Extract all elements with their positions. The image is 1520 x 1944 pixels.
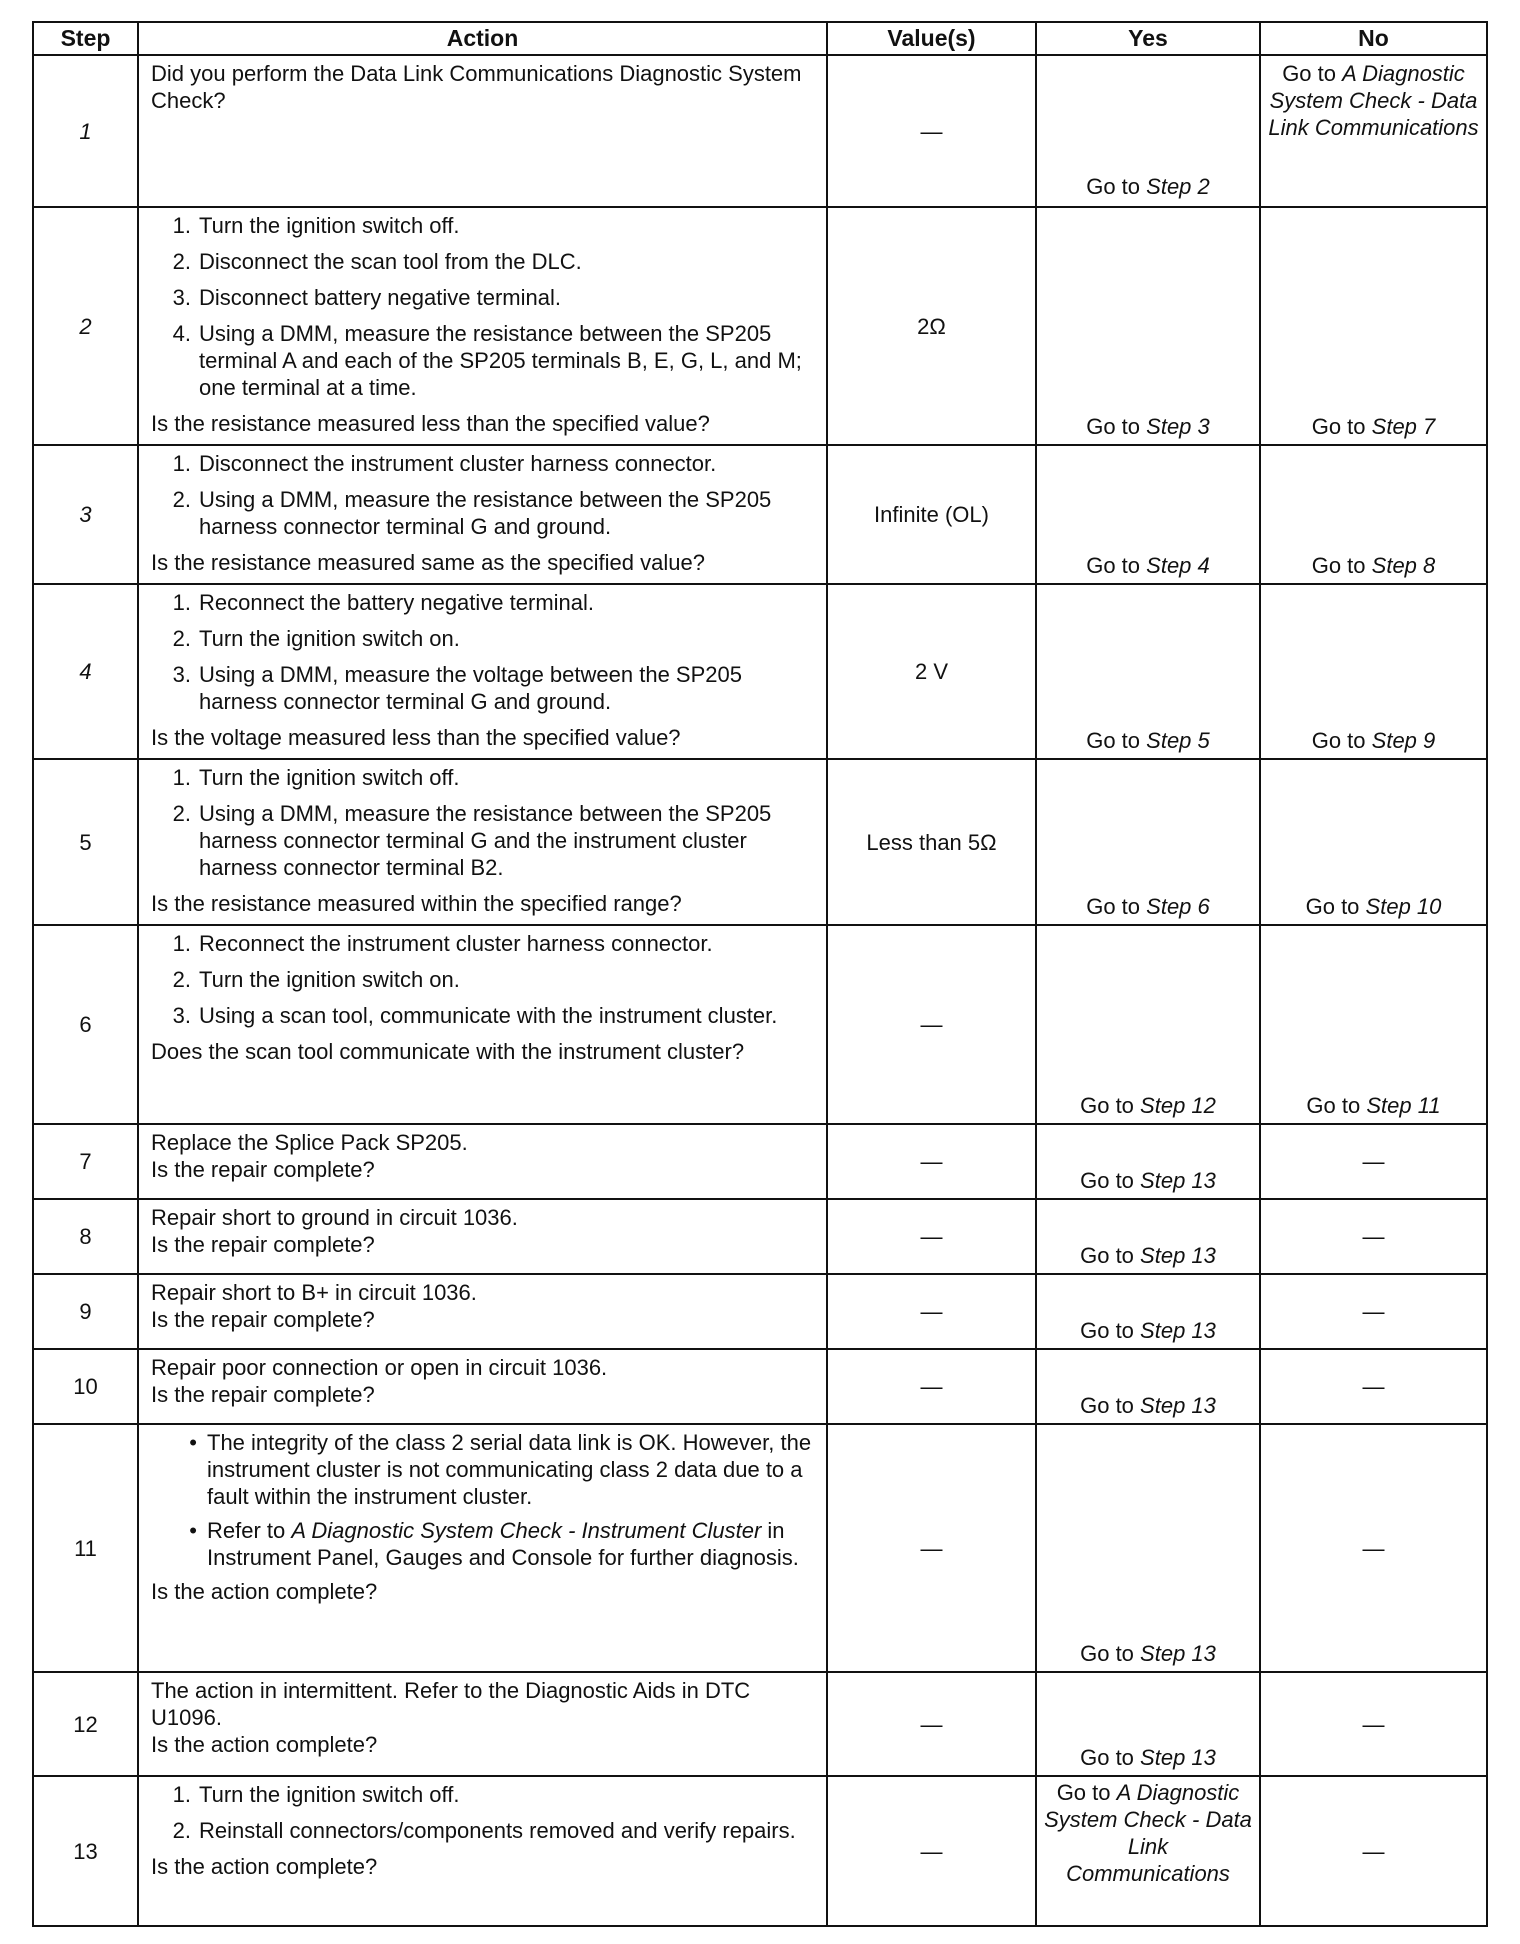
- header-action: Action: [138, 22, 827, 55]
- question: Is the repair complete?: [151, 1382, 375, 1407]
- procedure-list: [151, 930, 816, 1038]
- action-cell: [138, 207, 827, 445]
- list-item: 1. Reconnect the instrument cluster harness connector.: [172, 931, 713, 956]
- no-cell: —: [1260, 1124, 1487, 1199]
- action-cell: [138, 1274, 827, 1349]
- question: Is the repair complete?: [151, 1232, 375, 1257]
- value-cell: —: [827, 1776, 1036, 1926]
- no-cell: —: [1260, 1199, 1487, 1274]
- action-text: Repair poor connection or open in circuit 1036.: [151, 1355, 608, 1380]
- list-item: • Refer to A Diagnostic System Check - Instrument Cluster in Instrument Panel, Gauges and Console for further diagnosis.: [189, 1518, 799, 1570]
- value-cell: —: [827, 1349, 1036, 1424]
- question: Is the action complete?: [151, 1854, 378, 1879]
- header-no: No: [1260, 22, 1487, 55]
- question: Is the repair complete?: [151, 1307, 375, 1332]
- yes-cell: Go to Step 5: [1036, 584, 1260, 759]
- question: Is the resistance measured less than the specified value?: [151, 411, 710, 436]
- no-cell: Go to Step 8: [1260, 445, 1487, 584]
- action-text: The action in intermittent. Refer to the Diagnostic Aids in DTC U1096.: [151, 1678, 751, 1730]
- value-cell: —: [827, 1274, 1036, 1349]
- action-cell: [138, 584, 827, 759]
- yes-cell: Go to Step 6: [1036, 759, 1260, 925]
- yes-prefix: Go to: [1086, 174, 1141, 199]
- yes-cell: Go to Step 3: [1036, 207, 1260, 445]
- step-number: 5: [33, 759, 138, 925]
- yes-cell: Go to Step 13: [1036, 1424, 1260, 1672]
- procedure-list: [151, 764, 816, 890]
- step-number: 7: [33, 1124, 138, 1199]
- list-item: 2. Turn the ignition switch on.: [172, 967, 460, 992]
- value-cell: —: [827, 925, 1036, 1124]
- step-number: 9: [33, 1274, 138, 1349]
- step-number: 1: [33, 55, 138, 207]
- step-number: 3: [33, 445, 138, 584]
- action-cell: [138, 759, 827, 925]
- value-cell: —: [827, 1672, 1036, 1776]
- question: Does the scan tool communicate with the instrument cluster?: [151, 1039, 745, 1064]
- list-item: 2. Using a DMM, measure the resistance between the SP205 harness connector terminal G and the instrument cluster harness connector terminal B2.: [172, 801, 772, 880]
- value-cell: —: [827, 55, 1036, 207]
- table-row: [33, 759, 1487, 925]
- value-cell: 2Ω: [827, 207, 1036, 445]
- question: Is the resistance measured same as the specified value?: [151, 550, 705, 575]
- step-number: 13: [33, 1776, 138, 1926]
- list-item: 1. Reconnect the battery negative terminal.: [172, 590, 595, 615]
- list-item: 2. Reinstall connectors/components removed and verify repairs.: [172, 1818, 796, 1843]
- action-text: Did you perform the Data Link Communications Diagnostic System Check?: [151, 61, 802, 113]
- yes-cell: Go to Step 13: [1036, 1124, 1260, 1199]
- action-cell: [138, 1124, 827, 1199]
- list-item: 3. Using a DMM, measure the voltage between the SP205 harness connector terminal G and ground.: [172, 662, 742, 714]
- no-cell: —: [1260, 1776, 1487, 1926]
- procedure-list: [151, 450, 816, 549]
- step-number: 2: [33, 207, 138, 445]
- action-text: Replace the Splice Pack SP205.: [151, 1130, 468, 1155]
- header-yes: Yes: [1036, 22, 1260, 55]
- table-row: [33, 1672, 1487, 1776]
- yes-cell: Go to Step 4: [1036, 445, 1260, 584]
- step-number: 12: [33, 1672, 138, 1776]
- yes-cell: [1036, 55, 1260, 207]
- action-cell: [138, 55, 827, 207]
- question: Is the voltage measured less than the specified value?: [151, 725, 681, 750]
- question: Is the resistance measured within the specified range?: [151, 891, 682, 916]
- yes-cell: Go to Step 13: [1036, 1349, 1260, 1424]
- list-item: 2. Using a DMM, measure the resistance between the SP205 harness connector terminal G and ground.: [172, 487, 772, 539]
- action-cell: [138, 925, 827, 1124]
- bullet-list: [151, 1429, 816, 1578]
- no-cell: Go to Step 11: [1260, 925, 1487, 1124]
- list-item: 2. Disconnect the scan tool from the DLC.: [172, 249, 582, 274]
- value-cell: —: [827, 1199, 1036, 1274]
- diagnostic-table: [32, 21, 1488, 1927]
- list-item: 1. Turn the ignition switch off.: [172, 765, 460, 790]
- action-text: Repair short to ground in circuit 1036.: [151, 1205, 518, 1230]
- table-row: [33, 1349, 1487, 1424]
- question: Is the repair complete?: [151, 1157, 375, 1182]
- table-row: [33, 55, 1487, 207]
- step-number: 4: [33, 584, 138, 759]
- no-cell: Go to Step 7: [1260, 207, 1487, 445]
- question: Is the action complete?: [151, 1732, 378, 1757]
- action-cell: [138, 1672, 827, 1776]
- action-cell: [138, 445, 827, 584]
- no-target: A Diagnostic System Check - Data Link Communications: [1268, 61, 1479, 140]
- no-cell: Go to Step 10: [1260, 759, 1487, 925]
- list-item: • The integrity of the class 2 serial data link is OK. However, the instrument cluster is not communicating class 2 data due to a fault within the instrument cluster.: [189, 1430, 812, 1509]
- action-cell: [138, 1776, 827, 1926]
- no-cell: —: [1260, 1349, 1487, 1424]
- table-row: [33, 207, 1487, 445]
- no-cell: —: [1260, 1424, 1487, 1672]
- list-item: 1. Turn the ignition switch off.: [172, 213, 460, 238]
- list-item: 3. Using a scan tool, communicate with the instrument cluster.: [172, 1003, 778, 1028]
- no-prefix: Go to: [1282, 61, 1336, 86]
- list-item: 3. Disconnect battery negative terminal.: [172, 285, 561, 310]
- yes-cell: Go to Step 13: [1036, 1672, 1260, 1776]
- yes-cell: Go to Step 13: [1036, 1274, 1260, 1349]
- list-item: 1. Turn the ignition switch off.: [172, 1782, 460, 1807]
- value-cell: 2 V: [827, 584, 1036, 759]
- table-row: [33, 1424, 1487, 1672]
- yes-target: Step 2: [1146, 174, 1210, 199]
- value-cell: —: [827, 1424, 1036, 1672]
- procedure-list: [151, 212, 816, 410]
- list-item: 4. Using a DMM, measure the resistance between the SP205 terminal A and each of the SP205 terminals B, E, G, L, and M; one terminal at a time.: [172, 321, 802, 400]
- reference-link: A Diagnostic System Check - Instrument Cluster: [291, 1518, 762, 1543]
- table-row: [33, 1274, 1487, 1349]
- value-cell: Infinite (OL): [827, 445, 1036, 584]
- header-step: Step: [33, 22, 138, 55]
- table-row: [33, 445, 1487, 584]
- action-cell: [138, 1199, 827, 1274]
- diagnostic-table-sheet: [32, 21, 1486, 1927]
- action-cell: [138, 1349, 827, 1424]
- table-row: [33, 1199, 1487, 1274]
- no-cell: —: [1260, 1274, 1487, 1349]
- header-values: Value(s): [827, 22, 1036, 55]
- value-cell: —: [827, 1124, 1036, 1199]
- table-row: [33, 584, 1487, 759]
- action-cell: [138, 1424, 827, 1672]
- step-number: 10: [33, 1349, 138, 1424]
- step-number: 8: [33, 1199, 138, 1274]
- list-item: 2. Turn the ignition switch on.: [172, 626, 460, 651]
- yes-cell: Go to Step 13: [1036, 1199, 1260, 1274]
- header-row: [33, 22, 1487, 55]
- step-number: 11: [33, 1424, 138, 1672]
- yes-cell: Go to Step 12: [1036, 925, 1260, 1124]
- no-cell: Go to Step 9: [1260, 584, 1487, 759]
- question: Is the action complete?: [151, 1579, 378, 1604]
- procedure-list: [151, 589, 816, 724]
- procedure-list: [151, 1781, 816, 1853]
- step-number: 6: [33, 925, 138, 1124]
- table-row: [33, 1124, 1487, 1199]
- yes-cell: Go to A Diagnostic System Check - Data Link Communications: [1036, 1776, 1260, 1926]
- value-cell: Less than 5Ω: [827, 759, 1036, 925]
- no-cell: [1260, 55, 1487, 207]
- no-cell: —: [1260, 1672, 1487, 1776]
- table-row: [33, 925, 1487, 1124]
- action-text: Repair short to B+ in circuit 1036.: [151, 1280, 477, 1305]
- table-row: [33, 1776, 1487, 1926]
- list-item: 1. Disconnect the instrument cluster harness connector.: [172, 451, 717, 476]
